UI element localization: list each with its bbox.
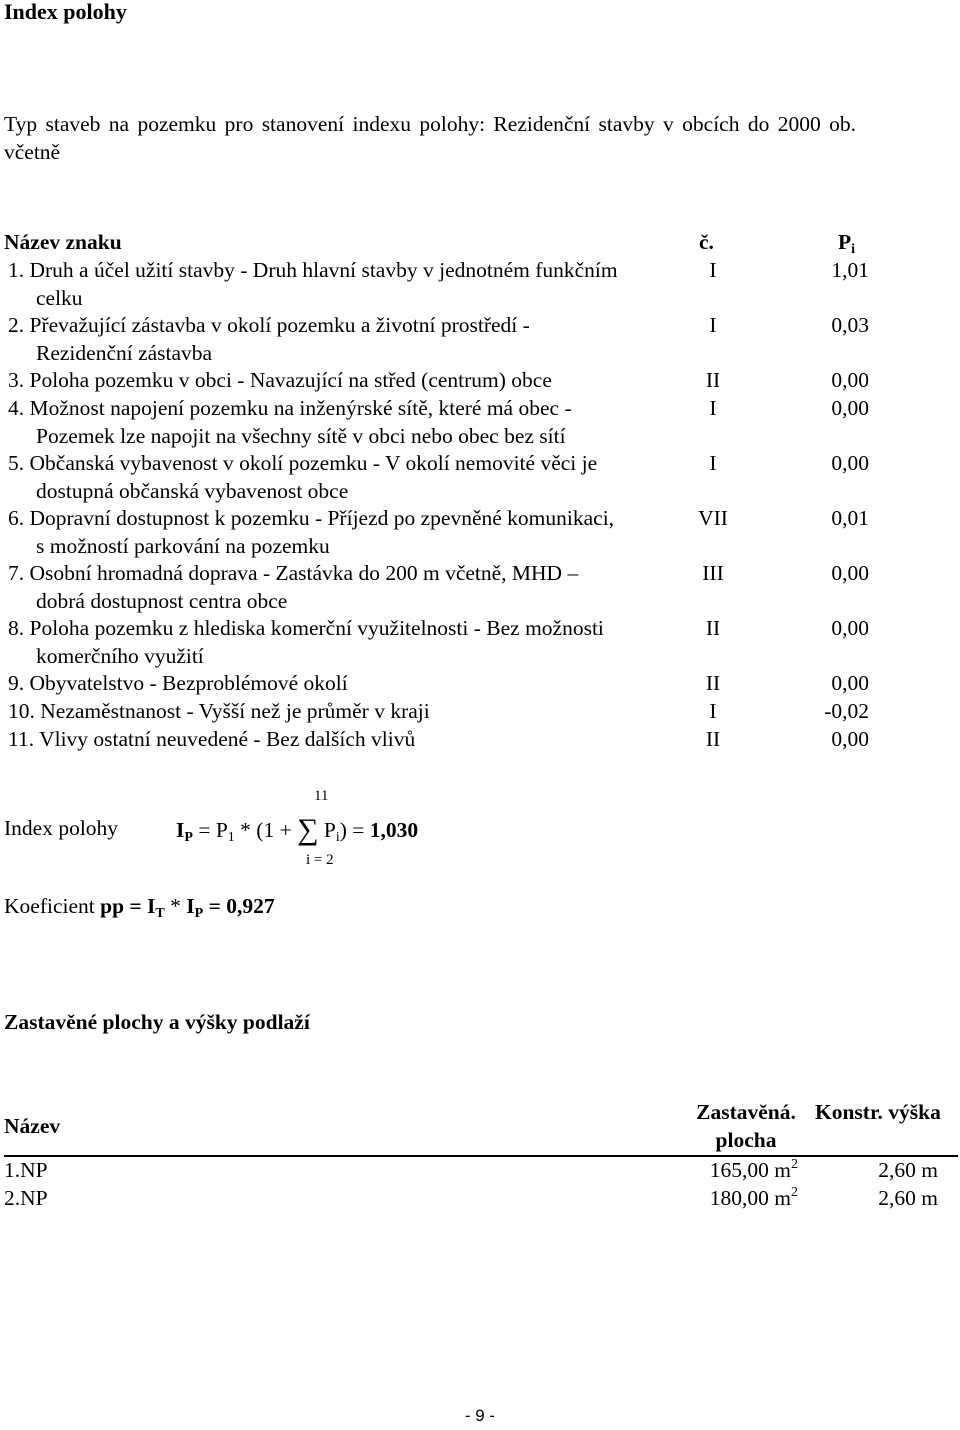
criterion-class: I — [709, 451, 717, 475]
criterion-line2: Pozemek lze napojit na všechny sítě v obci nebo obec bez sítí — [36, 424, 566, 448]
page-title: Index polohy — [4, 0, 127, 24]
criterion-p-value: 0,00 — [831, 368, 869, 392]
index-formula: $I_P = P_1 * (1$ + ∑ $P_i) = 1,030$ — [176, 813, 419, 846]
floor-height: 2,60 m — [878, 1158, 938, 1182]
criterion-number: 10. — [8, 699, 35, 723]
page-number: - 9 - — [464, 1406, 496, 1425]
table-header-class: č. — [699, 230, 714, 254]
criterion-line1: Převažující zástavba v okolí pozemku a životní prostředí - — [29, 313, 530, 337]
criterion-line1: Poloha pozemku v obci - Navazující na střed (centrum) obce — [29, 368, 552, 392]
criterion-number: 7. — [8, 561, 25, 585]
table-header-name: Název znaku — [4, 230, 122, 254]
criterion-text — [8, 669, 688, 697]
criterion-p-value: 0,00 — [831, 727, 869, 751]
criterion-class: II — [705, 671, 721, 695]
criterion-class: II — [705, 727, 721, 751]
floors-header-divider — [4, 1155, 958, 1157]
criterion-line1: Poloha pozemku z hlediska komerční využitelnosti - Bez možnosti — [29, 616, 604, 640]
criterion-number: 2. — [8, 313, 25, 337]
criterion-number: 9. — [8, 671, 25, 695]
criterion-p-value: 1,01 — [831, 258, 869, 282]
criterion-p-value: -0,02 — [824, 699, 869, 723]
floor-area: 180,00 $m^2$ — [709, 1185, 798, 1210]
criterion-text — [8, 504, 688, 560]
criterion-text — [8, 366, 688, 394]
criterion-number: 8. — [8, 616, 25, 640]
formula-result: 1,030 — [369, 818, 419, 842]
criterion-line2: dobrá dostupnost centra obce — [36, 589, 288, 613]
criterion-class: I — [709, 699, 717, 723]
floors-header-name: Název — [4, 1114, 61, 1138]
criterion-line2: komerčního využití — [36, 644, 204, 668]
criterion-number: 3. — [8, 368, 25, 392]
table-header-p — [838, 228, 855, 256]
coefficient-formula: pp = $I_T * I_P = 0,927$ — [100, 894, 275, 921]
criterion-text — [8, 256, 688, 312]
criterion-line1: Obyvatelstvo - Bezproblémové okolí — [29, 671, 348, 695]
criterion-text — [8, 614, 688, 670]
floor-height: 2,60 m — [878, 1186, 938, 1210]
criterion-class: I — [709, 396, 717, 420]
criterion-p-value: 0,00 — [831, 671, 869, 695]
formula-lhs: $I_P$ — [176, 818, 193, 845]
criterion-text — [8, 725, 688, 753]
criterion-line2: celku — [36, 286, 83, 310]
criterion-line1: Dopravní dostupnost k pozemku - Příjezd po zpevněné komunikaci, — [29, 506, 615, 530]
criterion-class: II — [705, 616, 721, 640]
criterion-class: III — [702, 561, 724, 585]
criterion-line2: dostupná občanská vybavenost obce — [36, 479, 349, 503]
section-title-floors: Zastavěné plochy a výšky podlaží — [4, 1010, 310, 1034]
criterion-p-value: 0,01 — [831, 506, 869, 530]
criterion-text — [8, 449, 688, 505]
criterion-line1: Osobní hromadná doprava - Zastávka do 200 m včetně, MHD – — [29, 561, 579, 585]
criterion-line1: Nezaměstnanost - Vyšší než je průměr v kraji — [40, 699, 430, 723]
table-header-p-label: P — [838, 230, 852, 254]
floors-header-area: Zastavěná. plocha — [696, 1100, 796, 1152]
criterion-class: I — [709, 313, 717, 337]
criterion-line2: s možností parkování na pozemku — [36, 534, 330, 558]
criterion-line1: Vlivy ostatní neuvedené - Bez dalších vlivů — [39, 727, 416, 751]
criterion-text — [8, 394, 688, 450]
criterion-number: 5. — [8, 451, 25, 475]
table-header-p-sub: i — [851, 242, 856, 257]
criterion-line1: Občanská vybavenost v okolí pozemku - V okolí nemovité věci je — [29, 451, 598, 475]
criterion-text — [8, 559, 688, 615]
criterion-class: II — [705, 368, 721, 392]
formula-label: Index polohy — [4, 816, 119, 840]
criterion-line1: Možnost napojení pozemku na inženýrské sítě, které má obec - — [29, 396, 572, 420]
criterion-number: 6. — [8, 506, 25, 530]
coefficient-line: Koeficient pp = $I_T * I_P = 0,927$ — [4, 894, 275, 921]
criterion-line2: Rezidenční zástavba — [36, 341, 213, 365]
criterion-line1: Druh a účel užití stavby - Druh hlavní stavby v jednotném funkčním — [29, 258, 618, 282]
criterion-number: 4. — [8, 396, 25, 420]
criterion-p-value: 0,00 — [831, 396, 869, 420]
sum-lower-limit: i = 2 — [306, 852, 334, 868]
floor-name: 2.NP — [4, 1186, 48, 1210]
criterion-text — [8, 311, 688, 367]
criterion-class: VII — [698, 506, 728, 530]
criterion-text — [8, 697, 688, 725]
criterion-class: I — [709, 258, 717, 282]
building-type-line1: Typ staveb na pozemku pro stanovení indexu polohy: Rezidenční stavby v obcích do 2000 ob. — [4, 112, 856, 136]
building-type-line2: včetně — [4, 140, 61, 164]
floors-header-height: Konstr. výška — [815, 1100, 941, 1124]
criterion-p-value: 0,00 — [831, 616, 869, 640]
criterion-number: 1. — [8, 258, 25, 282]
floor-name: 1.NP — [4, 1158, 48, 1182]
criterion-number: 11. — [8, 727, 35, 751]
building-type-text — [4, 110, 944, 166]
criterion-p-value: 0,03 — [831, 313, 869, 337]
criterion-p-value: 0,00 — [831, 561, 869, 585]
floor-area: 165,00 $m^2$ — [709, 1157, 798, 1182]
sigma-symbol: ∑ — [297, 813, 319, 846]
criterion-p-value: 0,00 — [831, 451, 869, 475]
sum-upper-limit: 11 — [314, 788, 329, 804]
